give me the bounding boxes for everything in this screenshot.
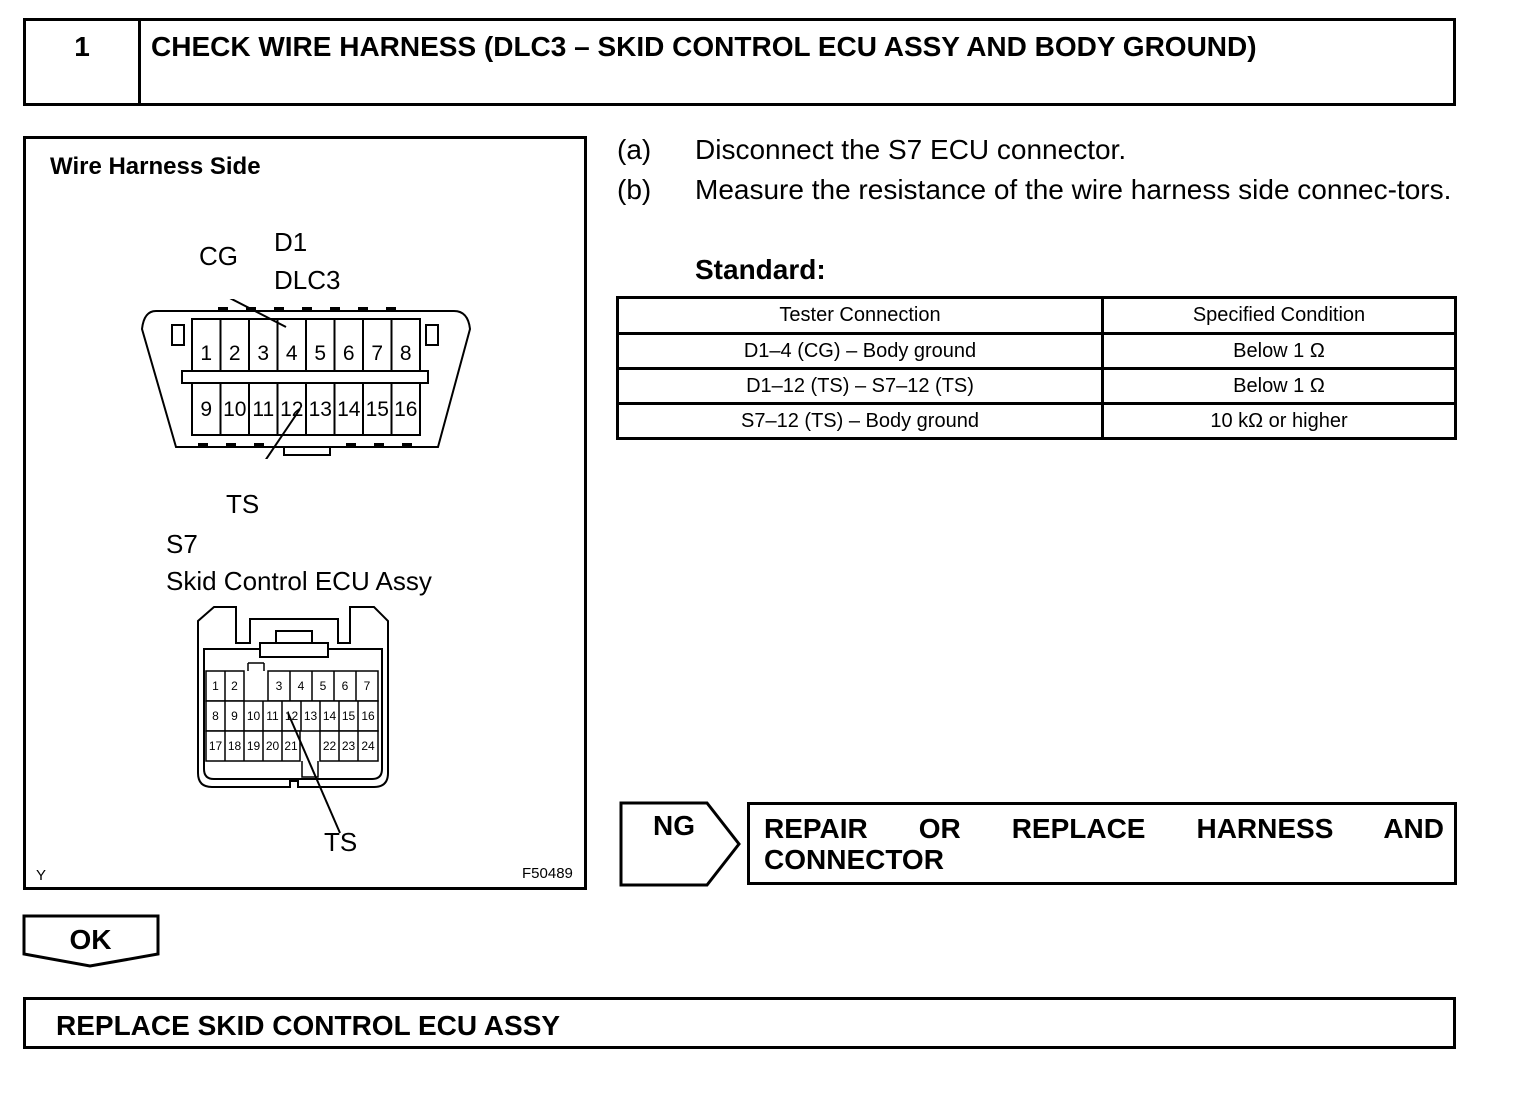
dlc3-pin: 7 [371, 342, 384, 365]
dlc3-connector-diagram [136, 299, 476, 459]
ecu-pin: 9 [231, 709, 238, 723]
dlc3-top-pins [192, 339, 420, 369]
dlc3-pin: 8 [399, 342, 412, 365]
ecu-name-label: Skid Control ECU Assy [166, 566, 432, 596]
dlc3-bottom-pins [192, 395, 420, 425]
dlc3-pin: 4 [285, 342, 298, 365]
ecu-pin: 24 [361, 739, 375, 753]
figure-title: Wire Harness Side [50, 153, 261, 180]
figure-code: F50489 [522, 865, 573, 882]
ecu-pin: 19 [246, 739, 261, 753]
final-action-box [23, 997, 1456, 1049]
ecu-pin: 21 [284, 739, 298, 753]
step-title: CHECK WIRE HARNESS (DLC3 – SKID CONTROL ECU ASSY AND BODY GROUND) [151, 31, 1257, 62]
table-row [618, 369, 1456, 404]
ecu-pin: 17 [208, 739, 223, 753]
step-a-marker: (a) [617, 134, 652, 165]
dlc3-ts-label: TS [226, 489, 260, 519]
table-row [618, 334, 1456, 369]
ng-action-box [747, 802, 1457, 885]
step-number: 1 [26, 21, 141, 103]
figure-corner-mark: Y [36, 867, 47, 884]
table-cell: 10 kΩ or higher [1103, 404, 1456, 439]
dlc3-pin: 10 [223, 398, 247, 421]
table-cell: D1–4 (CG) – Body ground [618, 334, 1103, 369]
ecu-ts-label: TS [324, 827, 358, 857]
table-cell: Below 1 Ω [1103, 369, 1456, 404]
cg-label: CG [199, 241, 238, 271]
step-b [617, 170, 1457, 250]
ecu-pin: 6 [341, 679, 349, 693]
dlc3-pin: 5 [314, 342, 327, 365]
ecu-pin: 8 [212, 709, 219, 723]
ok-label: OK [69, 924, 112, 955]
dlc3-pin: 6 [342, 342, 355, 365]
step-header [23, 18, 1456, 106]
ecu-pin: 22 [322, 739, 337, 753]
ecu-pin: 23 [341, 739, 356, 753]
ng-label: NG [653, 810, 695, 841]
ecu-pin: 15 [341, 709, 356, 723]
ecu-pin: 11 [266, 709, 279, 723]
ecu-row3-left [206, 731, 300, 761]
dlc3-pin: 15 [365, 398, 389, 421]
ecu-pin: 16 [361, 709, 375, 723]
dlc3-id-label: D1 [274, 227, 308, 257]
table-header: Specified Condition [1103, 298, 1456, 334]
table-cell: S7–12 (TS) – Body ground [618, 404, 1103, 439]
dlc3-pin: 9 [200, 398, 213, 421]
step-b-text: Measure the resistance of the wire harness side connec-tors. [695, 174, 1452, 205]
specification-table [616, 296, 1457, 440]
dlc3-pin: 3 [257, 342, 270, 365]
ecu-id-label: S7 [166, 529, 198, 559]
ecu-pin: 13 [303, 709, 318, 723]
step-b-marker: (b) [617, 174, 652, 205]
ecu-row2 [206, 701, 378, 731]
dlc3-pin: 14 [337, 398, 361, 421]
standard-label: Standard: [695, 254, 826, 285]
table-header-row [618, 298, 1456, 334]
dlc3-pin: 2 [228, 342, 241, 365]
dlc3-pin: 11 [252, 398, 275, 421]
ng-action-line2: CONNECTOR [764, 844, 944, 875]
ecu-pin: 1 [212, 679, 219, 693]
dlc3-name-label: DLC3 [274, 265, 341, 295]
ecu-pin: 14 [322, 709, 337, 723]
table-cell: D1–12 (TS) – S7–12 (TS) [618, 369, 1103, 404]
ecu-pin: 18 [227, 739, 242, 753]
ecu-row1-right [268, 671, 378, 701]
wire-harness-figure [23, 136, 587, 890]
ecu-pin: 2 [231, 679, 238, 693]
table-cell: Below 1 Ω [1103, 334, 1456, 369]
ecu-pin: 4 [297, 679, 305, 693]
step-a [617, 130, 1457, 170]
ecu-row3-right [320, 731, 378, 761]
final-action-text: REPLACE SKID CONTROL ECU ASSY [56, 1010, 561, 1041]
table-row [618, 404, 1456, 439]
dlc3-pin: 16 [394, 398, 418, 421]
ecu-pin: 3 [275, 679, 283, 693]
ecu-pin: 7 [363, 679, 371, 693]
table-header: Tester Connection [618, 298, 1103, 334]
ecu-pin: 20 [265, 739, 280, 753]
ecu-pin: 12 [284, 709, 299, 723]
ecu-pin: 10 [246, 709, 261, 723]
dlc3-pin: 12 [280, 398, 304, 421]
dlc3-pin: 1 [200, 342, 213, 365]
ecu-pin: 5 [319, 679, 327, 693]
ecu-row1-left [206, 671, 244, 701]
dlc3-pin: 13 [308, 398, 332, 421]
ng-action-line1: REPAIR OR REPLACE HARNESS AND [764, 813, 1444, 844]
step-a-text: Disconnect the S7 ECU connector. [695, 134, 1127, 165]
